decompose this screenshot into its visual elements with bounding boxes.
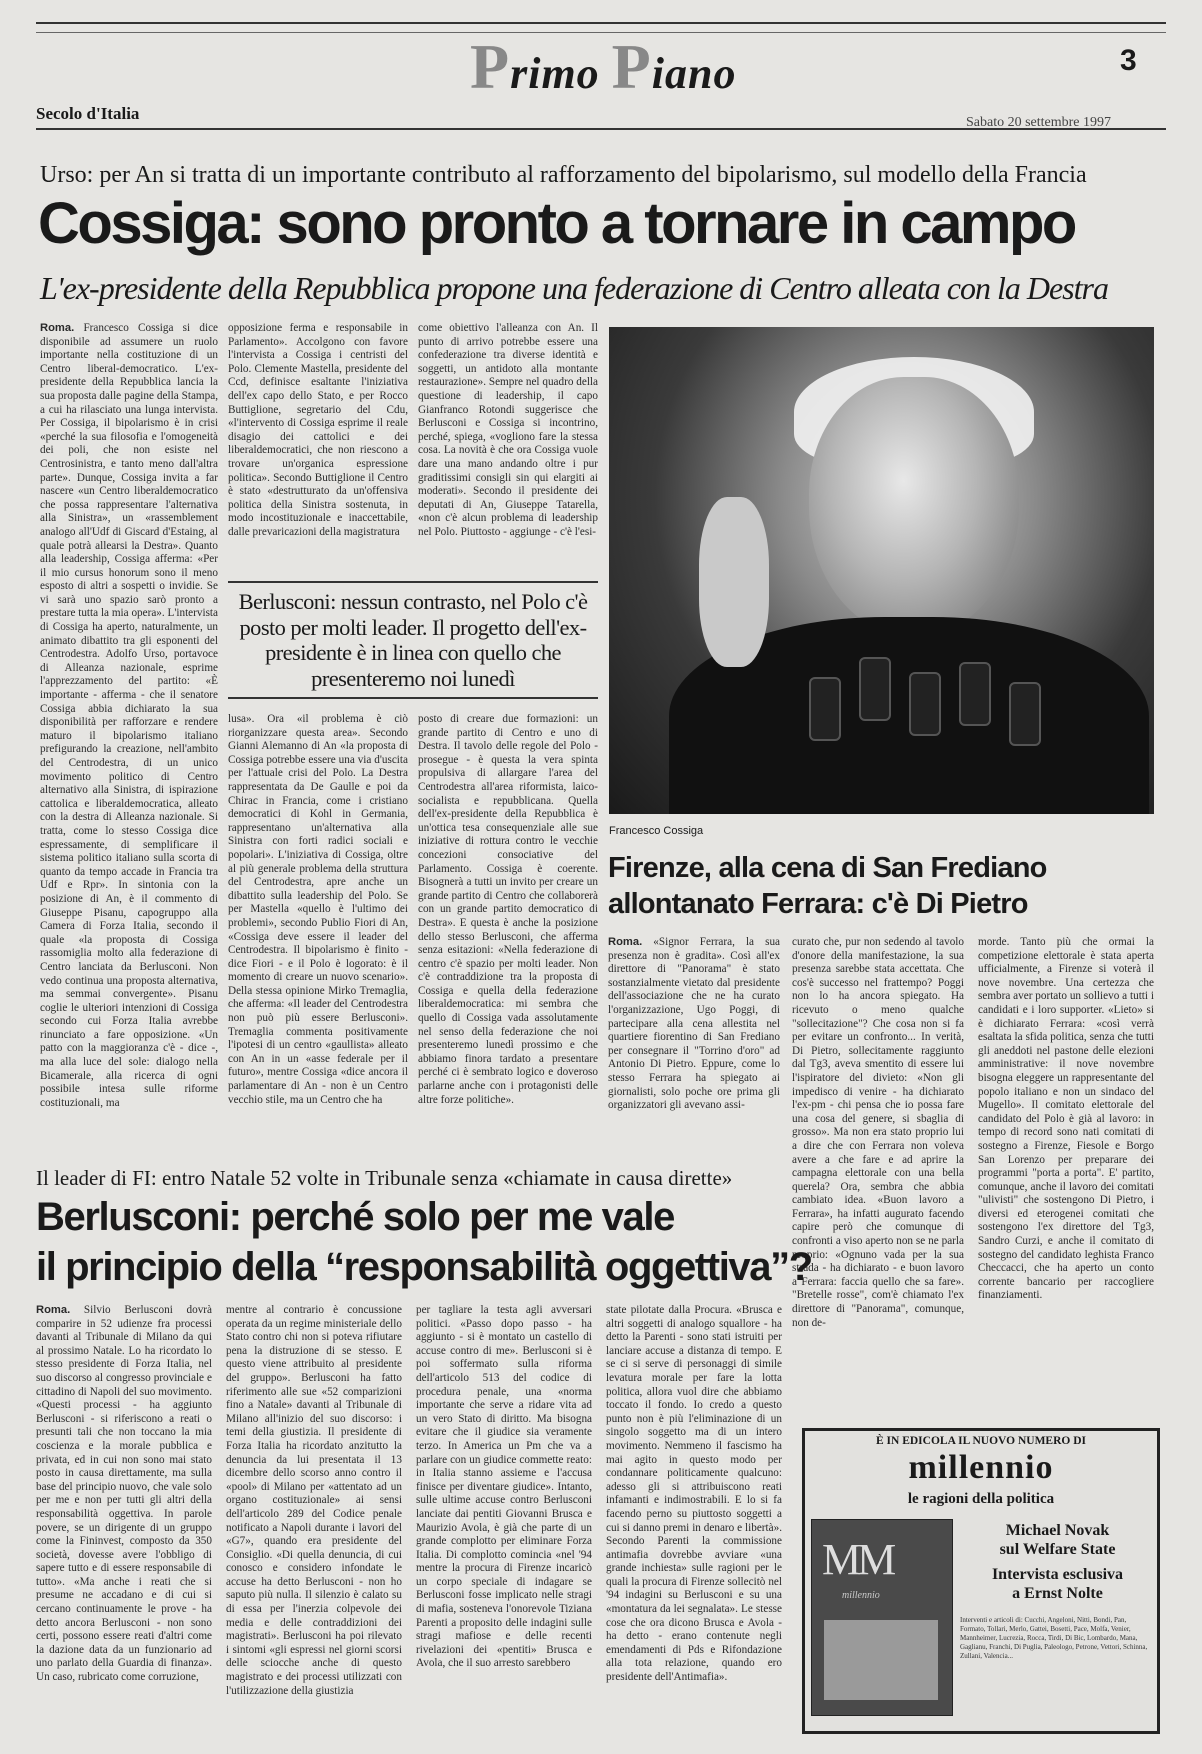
advert-feature-2: Intervista esclusiva a Ernst Nolte (991, 1566, 1124, 1602)
article1-column-2-bottom: lusa». Ora «il problema è ciò riorganizzare questa area». Secondo Gianni Alemanno di An «la proposta di Cossiga potrebbe essere una via d'uscita per l'attuale crisi del Polo. La Destra rappresentata da De Gaulle e poi da Chirac in Francia, come i cristiano democratici di Kohl in Germania, rappresentano un'alternativa alla Sinistra con forti radici sociali e popolari». L'iniziativa di Cossiga, oltre al più generale problema della struttura del Centrodestra, apre anche un dibattito sulla leadership del Polo. Se per Mastella «quello è l'ultimo dei problemi», secondo Publio Fiori di An, «Cossiga deve essere il leader del Centrodestra. Il bipolarismo è finito - dice Fiori - e il Polo è logorato: è il momento di creare un nuovo scenario». Della stessa opinione Mirko Tremaglia, che afferma: «Il leader del Centrodestra non può più essere Berlusconi». Tremaglia commenta positivamente l'ipotesi di un centro «gaullista» alleato con An in un «asse federale per il futuro», mentre Cossiga «dice ancora il parlamentare di An - non è un Centro vecchio stile, ma un Centro che ha (228, 713, 408, 1106)
microphone-icon (909, 672, 941, 736)
page-number: 3 (1120, 44, 1137, 77)
article3-kicker: Il leader di FI: entro Natale 52 volte in Tribunale senza «chiamate in causa dirette» (36, 1166, 733, 1190)
advert-contributors: Interventi e articoli di: Cucchi, Angeloni, Nitti, Bondi, Pan, Formato, Tollari, Merlo, Gattei, Bosetti, Pace, Molfa, Venier, Mannheimer, Lucrezia, Rocca, Tirdi, Di Bic, Lombardo, Mana, Gaglianu, Franchi, Di Puglia, Paleologo, Petrone, Vettori, Schinna, Zullani, Valencia... (960, 1616, 1148, 1660)
photo-face (809, 377, 1019, 637)
advert-brand: millennio (908, 1449, 1054, 1486)
advert-feature-1: Michael Novak sul Welfare State (999, 1522, 1116, 1558)
article1-column-1 (40, 322, 218, 1162)
cover-title: MM (822, 1535, 893, 1584)
article3-column-2: mentre al contrario è concussione operata da un regime ministeriale dello Stato contro chi non si poteva rifiutare pena la distruzione di se stesso. E questo viene attribuito al presidente del gruppo». Berlusconi ha fatto riferimento alle sue «52 comparizioni fino a Natale» davanti al Tribunale di Milano all'inizio del suo discorso: i temi della giustizia. Il presidente di Forza Italia ha ricordato anzitutto la denuncia da lui presentata il 13 dicembre dello scorso anno contro il «pool» di Milano per «attentato ad un organo costituzionale» ai sensi dell'articolo 289 del Codice penale notificato a Napoli durante i lavori del «G7», quando era presidente del Consiglio. «Di quella denuncia, di cui conosco e considero infondate le accuse ha detto Berlusconi - non ho saputo più nulla. Il silenzio è calato su di essa per l'inerzia colpevole dei media e delle contraddizioni dei magistrati». Berlusconi ha poi rilevato i sintomi «gli espressi nel giorni scorsi delle sciocche anche di questo magistrato e dei processi utilizzati con l'utilizzazione della giustizia (226, 1304, 402, 1697)
microphone-icon (809, 677, 841, 741)
article2-column-3: morde. Tanto più che ormai la competizione elettorale è stata aperta ufficialmente, a Firenze si voterà il nove novembre. Una certezza che sembra aver portato un sollievo a tutti i candidati e i loro supporter. «Lieto» si è dichiarato Ferrara: «così verrà esaltata la sfida politica, senza che tutti gli aneddoti nel pastone delle elezioni amministrative: il nove novembre bisogna eleggere un rappresentante del popolo italiano e non un sindaco del Mugello». Il comitato elettorale del candidato del Polo è già al lavoro: in tempo di record sono nati comitati di sostegno a Firenze, Fiesole e Borgo San Lorenzo per preparare dei programmi "porta a porta". E' partito, comunque, anche il lavoro dei comitati "ulivisti" che sostengono Di Pietro, i diversi ed eterogenei comitati che sostengono l'ex direttore del Tg3, Sandro Curzi, e anche il comitato di sostegno del candidato leghista Franco Checcacci, che ha aperto un conto corrente bancario per raccogliere finanziamenti. (978, 936, 1154, 1302)
masthead: Secolo d'Italia (36, 104, 140, 123)
cover-image (824, 1620, 938, 1700)
article3-column-4: state pilotate dalla Procura. «Brusca e altri soggetti di analogo squallore - ha detto la Parenti - sono stati istruiti per lanciare accuse a distanza di tempo. E se ci si serve di personaggi di simile levatura morale per fare la lotta politica, allora vuol dire che abbiamo toccato il fondo. Io credo a questo punto non è più l'eliminazione di un singolo soggetto ma di un intero movimento. Nemmeno il fascismo ha mai agito in questo modo per condannare politicamente qualcuno: adesso gli si attribuiscono reati infamanti e indimostrabili. E lo si fa facendo perno su piuttosto soggetti a cui si danno premi in denaro e libertà». Secondo Parenti la commissione antimafia dovrebbe avviare «una grande inchiesta» sulle ragioni per le quali la procura di Firenze sollecitò nel '94 indagini su Berlusconi e su una «montatura da lei segnalata». Le stesse cose che ora dicono Brusca e Avola - ha detto - erano contenute negli emendamenti di Pds e Rifondazione alla tota relazione, quando ero presidente dell'Antimafia». (606, 1304, 782, 1684)
pull-quote: Berlusconi: nessun contrasto, nel Polo c'è posto per molti leader. Il progetto dell'ex-presidente è in linea con quello che presenteremo noi lunedì (228, 581, 598, 699)
article1-headline: Cossiga: sono pronto a tornare in campo (38, 191, 1075, 256)
cover-label: millennio (842, 1590, 880, 1601)
microphone-icon (1009, 682, 1041, 746)
article1-column-3-top: come obiettivo l'alleanza con An. Il punto di arrivo potrebbe essere una confederazione tra diverse identità e soggetti, un antidoto alla montante restaurazione». Sempre nel quadro della questione di leadership, il capo Gianfranco Rotondi suggerisce che Berlusconi e Cossiga si incontrino, perché, spiega, «vogliono fare la stessa cosa. La novità è che ora Cossiga vuole dare una mano andando oltre i pur graditissimi consigli sin qui elargiti ai moderati». Secondo il presidente dei deputati di An, Giuseppe Tatarella, «non c'è alcun problema di leadership nel Polo. Piuttosto - aggiunge - c'è l'esi- (418, 322, 598, 538)
article3-headline: Berlusconi: perché solo per me vale il principio della “responsabilità oggettiva”? (36, 1195, 812, 1289)
dateline: Roma. (40, 322, 75, 334)
article1-column-3-bottom: posto di creare due formazioni: un grande partito di Centro e uno di Destra. Il tavolo delle regole del Polo - prosegue - è questa la vera spinta propulsiva di allargare l'area del Centrodestra all'area riformista, laico-socialista e repubblicana. Quella dell'ex-presidente della Repubblica è un'ottica tesa consequenziale alle sue iniziative di rottura contro le vecchie concezioni consociative del Parlamento. Cossiga è coerente. Bisognerà a tutti un invito per creare un grande partito di Centro che collaborerà con un grande partito democratico di Destra». E questa è anche la posizione dello stesso Berlusconi, che afferma senza esitazioni: «Nella federazione di centro c'è spazio per molti leader. Non c'è contraddizione tra la proposta di Cossiga e quella della federazione liberaldemocratica: mi sembra che quello di Cossiga vada assolutamente nel senso della federazione che noi presenteremo lunedì prossimo e che abbiamo finora tardato a presentare perché ci è sembrato logico e doveroso parlarne anche con i protagonisti delle altre forze politiche». (418, 713, 598, 1106)
article1-subheadline: L'ex-presidente della Repubblica propone una federazione di Centro alleata con la Destra (40, 270, 1108, 306)
article2-column-2: curato che, pur non sedendo al tavolo d'onore della manifestazione, la sua presenza sarebbe stata accettata. Che cos'è successo nel frattempo? Poggi non lo ha ancora spiegato. Ha ricevuto o meno qualche "sollecitazione"? Che cosa non si fa per evitare un confronto... In verità, Di Pietro, sollecitamente raggiunto dal Tg3, aveva smentito di essere lui l'ispiratore del divieto: «Non gli impedisco di venire - ha dichiarato l'ex-pm - chi pensa che io possa fare una cosa del genere, si sbaglia di grosso». Ma non era stato proprio lui a dire che con Ferrara non voleva avere a che fare e ad aprire la campagna elettorale con una bella querela? Ora, sembra che abbia cambiato idea. «Buon lavoro a Ferrara», ha infatti augurato facendo capire però che comunque di confronti a viso aperto non se ne parla proprio: «Ognuno vada per la sua strada - ha dichiarato - e buon lavoro a Ferrara: faccia quello che sa fare». "Bretelle rosse", com'è chiamato l'ex direttore di "Panorama", comunque, non de- (792, 936, 964, 1329)
article1-col1-text: Francesco Cossiga si dice disponibile ad assumere un ruolo importante nella costituzione di un Centro liberal-democratico. L'ex-presidente della Repubblica lancia la sua proposta dalle pagine della Stampa, a cui ha rilasciato una lunga intervista. Per Cossiga, il bipolarismo è in crisi «perché la sua filosofia e l'omogeneità dei poli, che non esiste nel Centrosinistra, e tanto meno dall'altra parte». Dunque, Cossiga invita a far nascere «un Centro liberaldemocratico che possa rappresentare l'alternativa alla Sinistra», un «rassemblement analogo all'Udf di Giscard d'Estaing, al quale potrà allearsi la Destra». Quanto alla leadership, Cossiga afferma: «Per il mio cursus honorum sono il meno esposto di altri a sospetti o invidie. Se vi sarà uno spazio sarò pronto a prestare tutta la mia opera». L'intervista di Cossiga ha aperto, naturalmente, un animato dibattito tra gli esponenti del Centrodestra. Adolfo Urso, portavoce di Alleanza nazionale, esprime l'apprezzamento del partito: «È importante - afferma - che il senatore Cossiga abbia dichiarato la sua disponibilità per rafforzare e rendere maturo il bipolarismo italiano prefigurando la creazione, nell'ambito del Centrodestra, di un unico movimento politico di Centro alternativo alla Sinistra, di ispirazione cattolica e liberaldemocratica, alleato con la destra di Alleanza nazionale. Si tratta, come lo stesso Cossiga dice espressamente, di semplificare il sistema politico italiano sulla scorta di quanto da tempo accade in Francia tra Udf e Rpr». In sintonia con la posizione di An, è il commento di Giuseppe Pisanu, capogruppo alla Camera di Forza Italia, secondo il quale «la proposta di Cossiga rassomiglia molto alla federazione di Centro lanciata da Berlusconi. Non vedo continua una proposta alternativa, ma semmai convergente». Pisanu coglie le ulteriori intenzioni di Cossiga secondo cui Forza Italia avrebbe rinunciato a fare opposizione. «Un patto con la maggioranza c'è - dice -, ma alla luce del sole: dialogo nella Bicamerale, alla ricerca di ogni possibile intesa sulle riforme costituzionali, ma (40, 322, 218, 1109)
article3-column-1: Roma. Silvio Berlusconi dovrà comparire in 52 udienze fra processi davanti al Tribunale di Milano da qui al prossimo Natale. Lo ha ricordato lo stesso presidente di Forza Italia, nel suo discorso al congresso provinciale e cittadino di Napoli del suo movimento. «Questi processi - ha aggiunto Berlusconi - si riferiscono a reati o presunti tali che non toccano la mia coscienza e la morale pubblica e privata, ed in cui non sono mai stato posto in causa direttamente, ma sulla base del principio nuovo, che vale solo per me e non per tutti gli altri della responsabilità oggettiva. In parole povere, se un dirigente di un gruppo come la Fininvest, composto da 350 società, dovesse avere l'obbligo di sapere tutto e di essere responsabile di tutto». «Ma anche i reati che si presume ne accadano e di cui si cercano continuamente le prove - ha detto ancora Berlusconi - non sono certi, possono essere reati d'altri come la dazione data da un funzionario ad uno parlato della Guardia di finanza». Un caso, rubricato come corruzione, (36, 1304, 212, 1684)
photo-caption: Francesco Cossiga (609, 825, 704, 837)
article3-column-3: per tagliare la testa agli avversari politici. «Passo dopo passo - ha aggiunto - si è montato un castello di accuse contro di me». Berlusconi si è poi soffermato sulla riforma dell'articolo 513 del codice di procedura penale, una «norma importante che serve a ridare vita ad un vero Stato di diritto. Ma bisogna evitare che il giudice sia veramente terzo. In America un Pm che va a parlare con un giudice commette reato: in Italia stanno assieme e l'accusa finisce per diventare giudice». Intanto, sulle ultime accuse contro Berlusconi lanciate dai pentiti Giovanni Brusca e Maurizio Avola, è già che parte di un grande complotto per eliminare Forza Italia. Di complotto comincia «nel '94 mentre la procura di Firenze incaricò un corpo speciale di indagare se Berlusconi fosse implicato nelle stragi di mafia, sosteneva l'onorevole Tiziana Parenti a proposito delle indagini sulle stragi mafiose e delle recenti rivelazioni dei «pentiti» Brusca e Avola, che il suo arresto sarebbero (416, 1304, 592, 1670)
article1-kicker: Urso: per An si tratta di un importante contributo al rafforzamento del bipolarismo, sul modello della Francia (40, 162, 1087, 188)
cossiga-photo (609, 327, 1154, 814)
magazine-cover (811, 1519, 953, 1716)
article2-headline: Firenze, alla cena di San Frediano allontanato Ferrara: c'è Di Pietro (608, 852, 1047, 920)
millennio-advert (802, 1428, 1160, 1734)
article2-column-1: Roma. «Signor Ferrara, la sua presenza non è gradita». Così all'ex direttore di "Panorama" è stato sostanzialmente vietato dal presidente dell'associazione che ne ha curato l'organizzazione, Ugo Poggi, di partecipare alla cena allestita nel quartiere fiorentino di San Frediano per consegnare il "Torrino d'oro" ad Antonio Di Pietro. Eppure, come lo stesso Ferrara ha spiegato ai giornalisti, solo poche ore prima gli organizzatori gli avevano assi- (608, 936, 780, 1112)
issue-date: Sabato 20 settembre 1997 (966, 115, 1112, 130)
section-title: Primo Piano (470, 31, 737, 102)
article1-column-2-top: opposizione ferma e responsabile in Parlamento». Accolgono con favore l'intervista a Cossiga i centristi del Polo. Clemente Mastella, presidente del Ccd, definisce esaltante l'iniziativa dell'ex capo dello Stato, e per Rocco Buttiglione, segretario del Cdu, «l'intervento di Cossiga esprime il reale disagio dei cattolici e dei liberaldemocratici, che non riescono a trovare un'organica espressione politica». Secondo Buttiglione il Centro è stato «destrutturato da un'offensiva politica della Sinistra sostenuta, in modo incostituzionale e inaccettabile, dalle prevaricazioni della magistratura (228, 322, 408, 538)
microphone-icon (959, 662, 991, 726)
advert-top-line: È IN EDICOLA IL NUOVO NUMERO DI (876, 1435, 1086, 1447)
photo-hand (699, 497, 769, 667)
header-rule (36, 128, 1166, 130)
advert-tagline: le ragioni della politica (907, 1491, 1055, 1507)
microphone-icon (859, 657, 891, 721)
